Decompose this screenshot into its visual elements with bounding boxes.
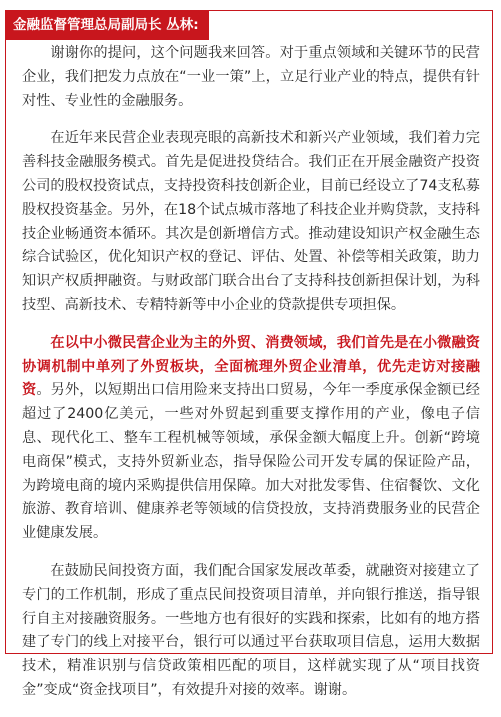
article-body [22, 42, 480, 717]
speaker-label: 金融监督管理总局副局长 丛林: [5, 10, 209, 40]
paragraph-4-text: 在鼓励民间投资方面，我们配合国家发展改革委，就融资对接建立了专门的工作机制，形成了重点民间投资项目清单，并向银行推送，指导银行自主对接融资服务。一些地方也有很好的实践和探索，比如有的地方搭建了专门的线上对接平台，银行可以通过平台获取项目信息，运用大数据技术，精准识别与信贷政策相匹配的项目，这样就实现了从“项目找资金”变成“资金找项目”，有效提升对接的效率。谢谢。 [22, 562, 480, 698]
paragraph-3-text: 。另外，以短期出口信用险来支持出口贸易，今年一季度承保金额已经超过了2400亿美元，一些对外贸起到重要支撑作用的产业，像电子信息、现代化工、整车工程机械等领域，承保金额大幅度上升。创新“跨境电商保”模式，支持外贸新业态，指导保险公司开发专属的保证险产品，为跨境电商的境内采购提供信用保障。加大对批发零售、住宿餐饮、文化旅游、教育培训、健康养老等领域的信贷投放，支持消费服务业的民营企业健康发展。 [22, 382, 480, 542]
paragraph-3 [22, 332, 480, 546]
paragraph-2-text: 在近年来民营企业表现亮眼的高新技术和新兴产业领域，我们着力完善科技金融服务模式。首先是促进投贷结合。我们正在开展金融资产投资公司的股权投资试点，支持投资科技创新企业，目前已经设立了74支私募股权投资基金。另外，在18个试点城市落地了科技企业并购贷款，支持科技企业畅通资本循环。其次是创新增信方式。推动建设知识产权金融生态综合试验区，优化知识产权的登记、评估、处置、补偿等相关政策，助力知识产权质押融资。与财政部门联合出台了支持科技创新担保计划，为科技型、高新技术、专精特新等中小企业的贷款提供专项担保。 [22, 130, 480, 313]
paragraph-1-text: 谢谢你的提问，这个问题我来回答。对于重点领域和关键环节的民营企业，我们把发力点放在“一业一策”上，立足行业产业的特点，提供有针对性、专业性的金融服务。 [22, 45, 480, 109]
highlighted-text: 在以中小微民营企业为主的外贸、消费领域，我们首先是在小微融资协调机制中单列了外贸板块，全面梳理外贸企业清单，优先走访对接融资 [22, 334, 480, 399]
paragraph-2 [22, 127, 480, 317]
paragraph-4 [22, 560, 480, 703]
paragraph-1 [22, 42, 480, 113]
